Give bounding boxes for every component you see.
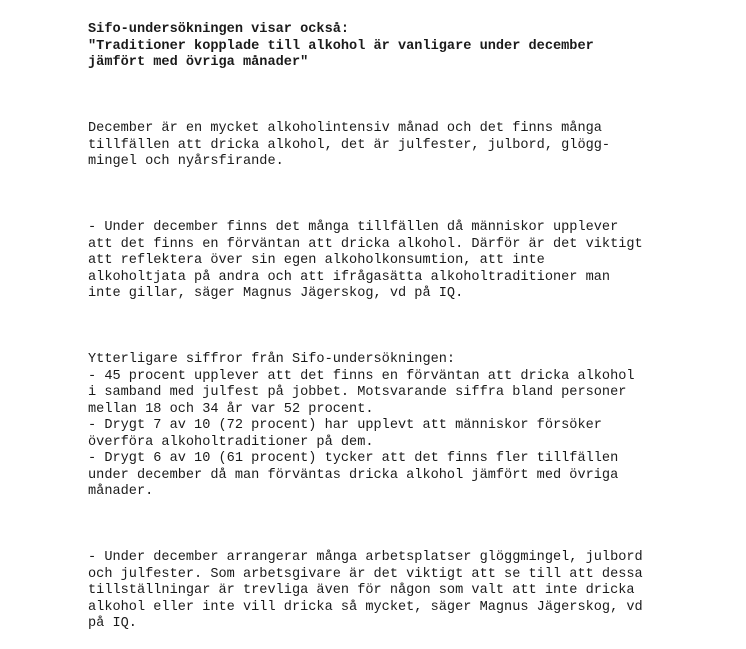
workplace-paragraph: - Under december arrangerar många arbetsplatser glöggmingel, julbord och julfester. Som arbetsgivare är det viktigt att se till att dessa tillställningar är trevliga även för någon som valt att inte dricka alkohol eller inte vill dricka så mycket, säger Magnus Jägerskog, vd på IQ. [88,550,643,631]
quote-line: jämfört med övriga månader" [88,55,309,70]
quote-line: "Traditioner kopplade till alkohol är vanligare under december [88,38,594,54]
quote-heading [88,22,738,72]
survey-figures-paragraph: Ytterligare siffror från Sifo-undersökningen: - 45 procent upplever att det finns en förväntan att dricka alkohol i samband med julfest på jobbet. Motsvarande siffra bland personer mellan 18 och 34 år var 52 procent. - Drygt 7 av 10 (72 procent) har upplevt att människor försöker överföra alkoholtraditioner på dem. - Drygt 6 av 10 (61 procent) tycker att det finns fler tillfällen under december då man förväntas dricka alkohol jämfört med övriga månader. [88,352,635,499]
quote-line: Sifo-undersökningen visar också: [88,22,350,37]
quote-paragraph-jagerskog: - Under december finns det många tillfällen då människor upplever att det finns en förväntan att dricka alkohol. Därför är det viktigt att reflektera över sin egen alkoholkonsumtion, att inte alkoholtjata på andra och att ifrågasätta alkoholtraditioner man inte gillar, säger Magnus Jägerskog, vd på IQ. [88,220,643,301]
intro-paragraph: December är en mycket alkoholintensiv månad och det finns många tillfällen att dricka alkohol, det är julfester, julbord, glögg- mingel och nyårsfirande. [88,121,611,169]
document-body [88,0,738,649]
